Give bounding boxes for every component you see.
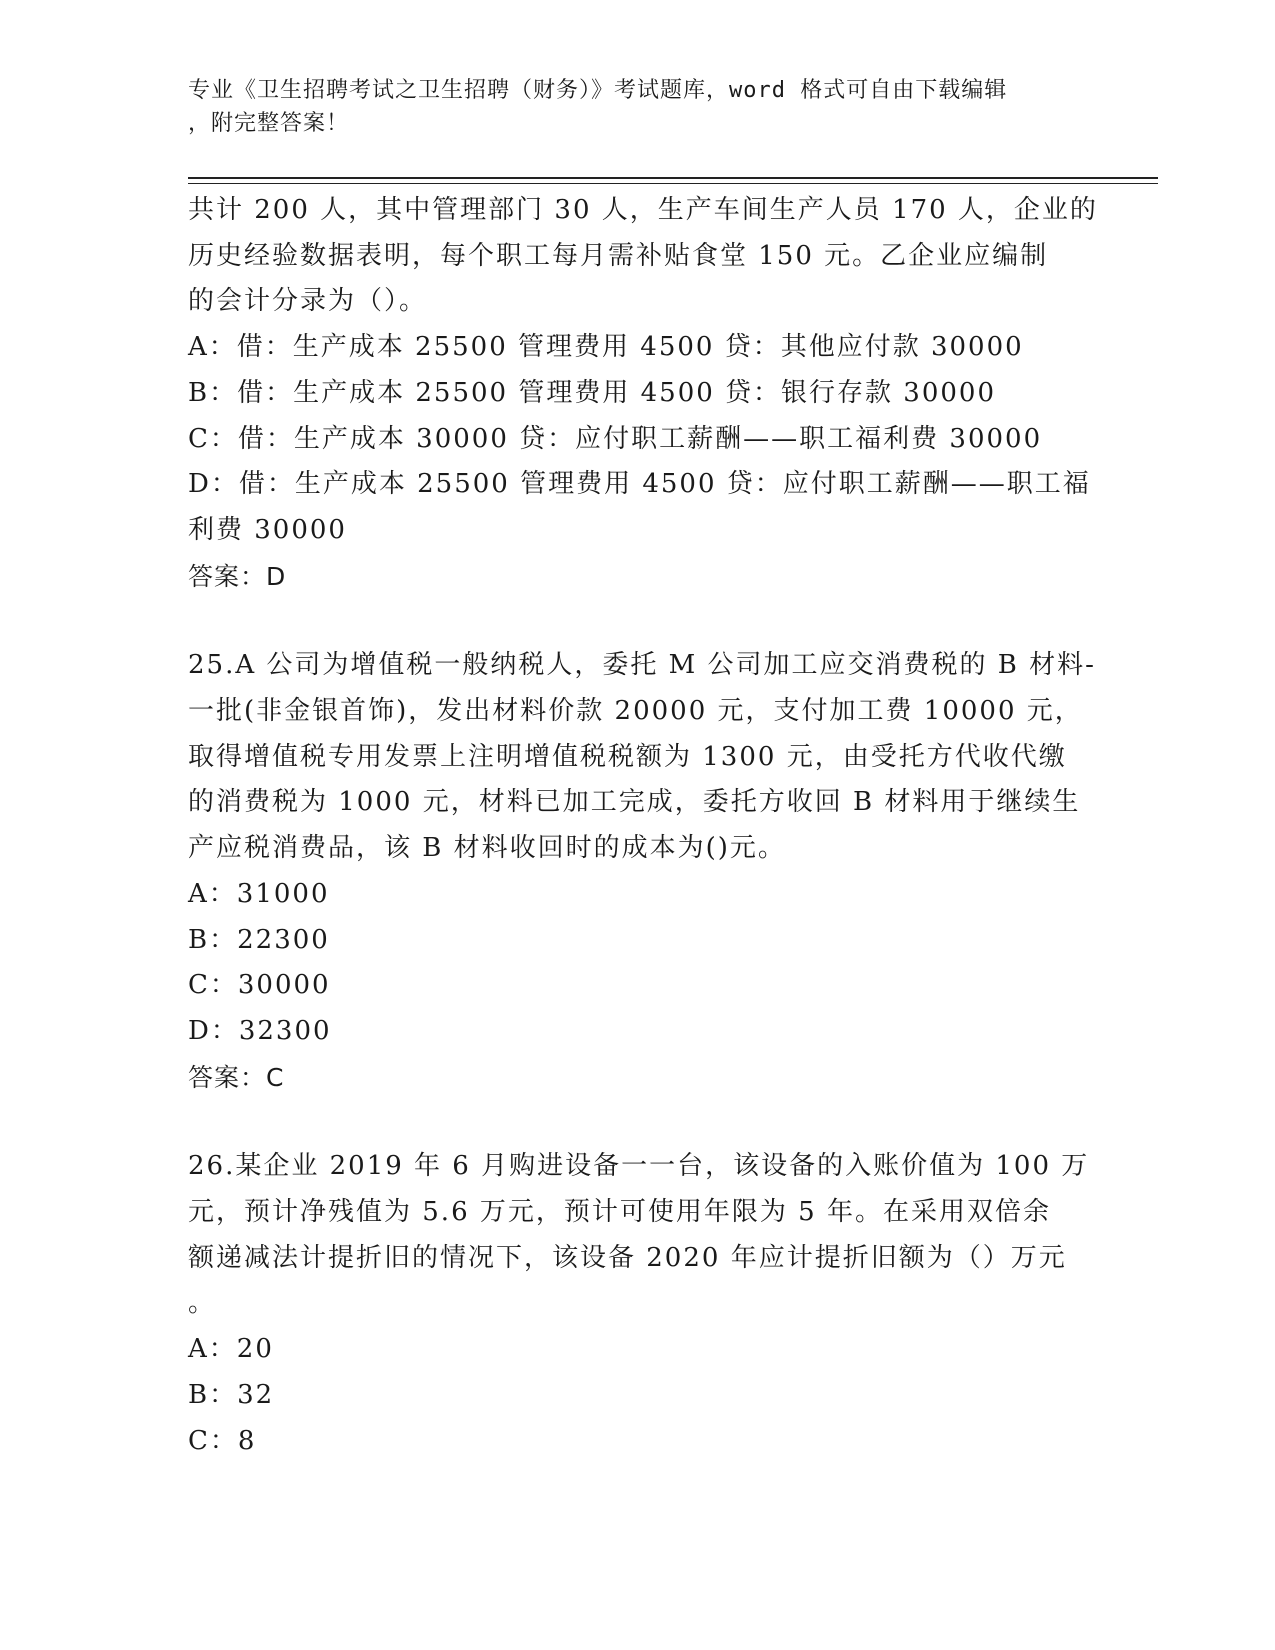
option-d-continued: 利费 30000 xyxy=(188,514,347,545)
question-stem-line: 25.A 公司为增值税一般纳税人，委托 M 公司加工应交消费税的 B 材料- xyxy=(188,650,1096,681)
header-line-2: ，附完整答案！ xyxy=(188,111,350,136)
question-stem-line: 。 xyxy=(188,1288,217,1319)
option-a: A：借：生产成本 25500 管理费用 4500 贷：其他应付款 30000 xyxy=(188,332,1024,363)
question-stem-line: 取得增值税专用发票上注明增值税税额为 1300 元，由受托方代收代缴 xyxy=(188,741,1067,772)
question-stem-line: 产应税消费品，该 B 材料收回时的成本为()元。 xyxy=(188,833,786,864)
option-b: B：借：生产成本 25500 管理费用 4500 贷：银行存款 30000 xyxy=(188,377,997,408)
option-b: B：22300 xyxy=(188,924,330,955)
option-a: A：20 xyxy=(188,1334,274,1365)
question-stem-line: 元，预计净残值为 5.6 万元，预计可使用年限为 5 年。在采用双倍余 xyxy=(188,1197,1051,1228)
header-line-1: 专业《卫生招聘考试之卫生招聘（财务）》考试题库，word 格式可自由下载编辑 xyxy=(188,78,1008,103)
option-a: A：31000 xyxy=(188,878,330,909)
question-stem-line: 的会计分录为（）。 xyxy=(188,286,428,317)
option-d: D：32300 xyxy=(188,1015,332,1046)
header-rule-thick xyxy=(188,177,1158,179)
question-content xyxy=(188,188,1098,1464)
answer-label: 答案：C xyxy=(188,1062,285,1092)
question-stem-line: 一批(非金银首饰)，发出材料价款 20000 元，支付加工费 10000 元， xyxy=(188,696,1083,727)
question-25 xyxy=(188,643,1096,1100)
question-stem-line: 共计 200 人，其中管理部门 30 人，生产车间生产人员 170 人，企业的 xyxy=(188,195,1098,225)
option-d: D：借：生产成本 25500 管理费用 4500 贷：应付职工薪酬——职工福 xyxy=(188,469,1091,500)
question-stem-line: 历史经验数据表明，每个职工每月需补贴食堂 150 元。乙企业应编制 xyxy=(188,240,1049,271)
option-c: C：30000 xyxy=(188,970,331,1001)
answer-label: 答案：D xyxy=(188,561,287,591)
question-24 xyxy=(188,188,1098,599)
question-26 xyxy=(188,1144,1088,1464)
option-c: C：借：生产成本 30000 贷：应付职工薪酬——职工福利费 30000 xyxy=(188,423,1043,454)
document-header xyxy=(188,74,1068,140)
option-c: C：8 xyxy=(188,1425,257,1456)
question-stem-line: 额递减法计提折旧的情况下，该设备 2020 年应计提折旧额为（）万元 xyxy=(188,1242,1067,1273)
option-b: B：32 xyxy=(188,1379,275,1410)
header-rule-thin xyxy=(188,183,1158,184)
question-stem-line: 26.某企业 2019 年 6 月购进设备一一台，该设备的入账价值为 100 万 xyxy=(188,1151,1090,1182)
question-stem-line: 的消费税为 1000 元，材料已加工完成，委托方收回 B 材料用于继续生 xyxy=(188,787,1081,818)
